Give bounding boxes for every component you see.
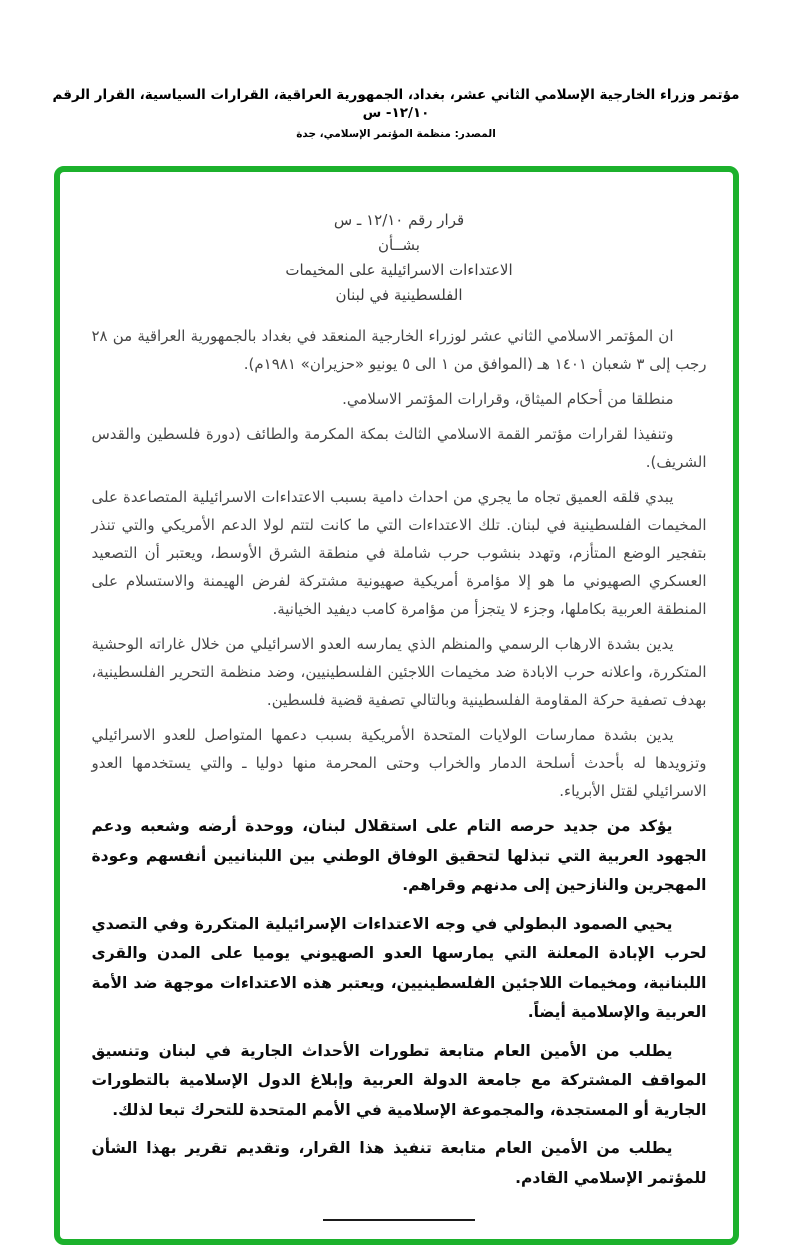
resolution-number-line: قرار رقم ١٢/١٠ ـ س [333, 211, 465, 229]
resolution-paragraph-request-sg-followup: يطلب من الأمين العام متابعة تطورات الأحداث الجارية في لبنان وتنسيق المواقف المشتركة مع جامعة الدولة العربية وإبلاغ الدول الإسلامية بالتطورات الجارية أو المستجدة، والمجموعة الإسلامية في الأمم المتحدة للتحرك تبعا لذلك. [91, 1041, 707, 1119]
document-header [0, 0, 792, 140]
header-source-line: المصدر: منظمة المؤتمر الإسلامي، جدة [296, 128, 496, 140]
resolution-paragraph-condemn-israel: يدين بشدة الارهاب الرسمي والمنظم الذي يمارسه العدو الاسرائيلي من خلال غاراته الوحشية المتكررة، واعلانه حرب الابادة ضد مخيمات اللاجئين الفلسطينيين، وضد منظمة التحرير الفلسطينية، بهدف تصفية حركة المقاومة الفلسطينية وبالتالي تصفية قضية فلسطين. [91, 635, 707, 709]
resolution-paragraph-salute-steadfastness: يحيي الصمود البطولي في وجه الاعتداءات الإسرائيلية المتكررة وفي التصدي لحرب الإبادة المعلنة التي يمارسها العدو الصهيوني يوميا على المدن والقرى اللبنانية، ومخيمات اللاجئين الفلسطينيين، ويعتبر هذه الاعتداءات موجهة ضد الأمة العربية والإسلامية أيضاً. [91, 914, 707, 1021]
resolution-paragraph-concern: يبدي قلقه العميق تجاه ما يجري من احداث دامية بسبب الاعتداءات الاسرائيلية المتصاعدة على المخيمات الفلسطينية في لبنان. تلك الاعتداءات التي ما كانت لتتم لولا الدعم الأمريكي والتي تنذر بتفجير الوضع المتأزم، وتهدد بنشوب حرب شاملة في منطقة الشرق الأوسط، ويعتبر أن التصعيد العسكري الصهيوني ما هو إلا مؤامرة أمريكية صهيونية مشتركة لفرض الهيمنة والاستسلام على المنطقة العربية بكاملها، وجزء لا يتجزأ من مؤامرة كامب ديفيد الخيانية. [91, 488, 707, 618]
resolution-subject-line-1: الاعتداءات الاسرائيلية على المخيمات [285, 261, 513, 279]
resolution-paragraph-affirm-lebanon: يؤكد من جديد حرصه التام على استقلال لبنان، ووحدة أرضه وشعبه ودعم الجهود العربية التي تبذلها لتحقيق الوفاق الوطني بين اللبنانيين أنفسهم وعودة المهجرين والنازحين إلى مدنهم وقراهم. [91, 817, 707, 894]
resolution-subject-label: بشــأن [378, 236, 420, 254]
resolution-subject-line-2: الفلسطينية في لبنان [335, 286, 463, 304]
resolution-paragraph-preamble-1: ان المؤتمر الاسلامي الثاني عشر لوزراء الخارجية المنعقد في بغداد بالجمهورية العراقية من ٢٨ رجب إلى ٣ شعبان ١٤٠١ هـ (الموافق من ١ الى ٥ يونيو «حزيران» ١٩٨١م). [91, 327, 707, 373]
resolution-paragraph-request-sg-report: يطلب من الأمين العام متابعة تنفيذ هذا القرار، وتقديم تقرير بهذا الشأن للمؤتمر الإسلامي القادم. [91, 1139, 707, 1187]
header-title: مؤتمر وزراء الخارجية الإسلامي الثاني عشر، بغداد، الجمهورية العراقية، القرارات السياسية، القرار الرقم ١٢/١٠- س [52, 87, 740, 121]
resolution-paragraph-preamble-3: وتنفيذا لقرارات مؤتمر القمة الاسلامي الثالث بمكة المكرمة والطائف (دورة فلسطين والقدس الشريف). [91, 425, 707, 471]
green-frame [54, 166, 739, 1245]
resolution-paragraph-condemn-usa: يدين بشدة ممارسات الولايات المتحدة الأمريكية بسبب دعمها المتواصل للعدو الاسرائيلي وتزويدها له بأحدث أسلحة الدمار والخراب وحتى المحرمة منها دوليا ـ والتي يستخدمها العدو الاسرائيلي لقتل الأبرياء. [91, 726, 707, 800]
resolution-title-block [92, 208, 707, 308]
signature-rule [323, 1219, 475, 1221]
resolution-paragraph-preamble-2: منطلقا من أحكام الميثاق، وقرارات المؤتمر الاسلامي. [342, 390, 674, 408]
